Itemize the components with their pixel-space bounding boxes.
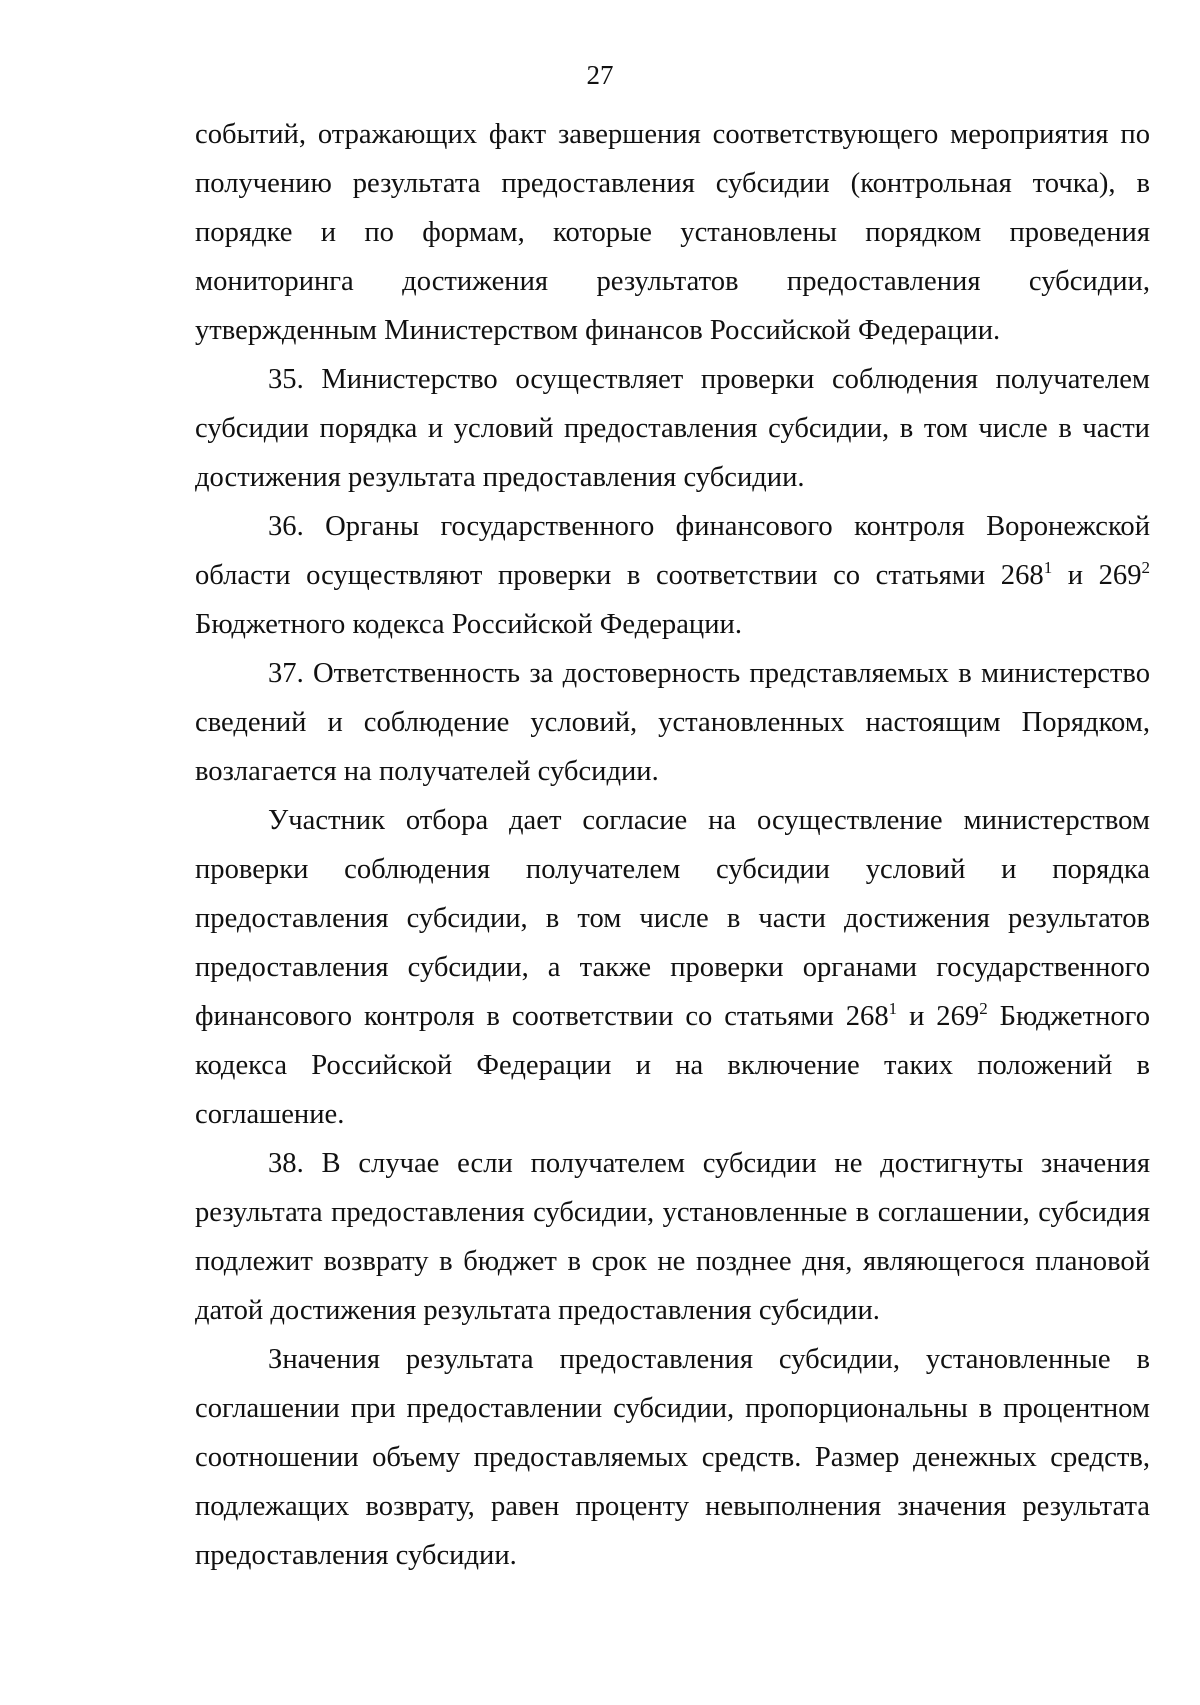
paragraph-36-text-c: Бюджетного кодекса Российской Федерации.	[195, 609, 742, 640]
paragraph-37-consent	[195, 796, 1150, 1139]
paragraph-continuation: событий, отражающих факт завершения соответствующего мероприятия по получению результата предоставления субсидии (контрольная точка), в порядке и по формам, которые установлены порядком проведения мониторинга достижения результатов предоставления субсидии, утвержденным Министерством финансов Российской Федерации.	[195, 119, 1150, 346]
paragraph-37-consent-text-c: Бюджетного кодекса Российской Федерации и на включение таких положений в соглашение.	[195, 1001, 1150, 1130]
paragraph-37-consent-text-b: и 269	[897, 1001, 980, 1032]
paragraph-37-consent-superscript-2: 2	[979, 999, 988, 1018]
paragraph-36-superscript-1: 1	[1043, 558, 1053, 577]
page-number: 27	[586, 60, 614, 90]
paragraph-37-consent-text-a: Участник отбора дает согласие на осуществление министерством проверки соблюдения получателем субсидии условий и порядка предоставления субсидии, в том числе в части достижения результатов предоставления субсидии, а также проверки органами государственного финансового контроля в соответствии со статьями 268	[195, 805, 1150, 1032]
paragraph-38-values: Значения результата предоставления субсидии, установленные в соглашении при предоставлении субсидии, пропорциональны в процентном соотношении объему предоставляемых средств. Размер денежных средств, подлежащих возврату, равен проценту невыполнения значения результата предоставления субсидии.	[195, 1344, 1150, 1571]
paragraph-37: 37. Ответственность за достоверность представляемых в министерство сведений и соблюдение условий, установленных настоящим Порядком, возлагается на получателей субсидии.	[195, 658, 1150, 787]
paragraph-36	[195, 502, 1150, 649]
paragraph-36-text-a: 36. Органы государственного финансового контроля Воронежской области осуществляют проверки в соответствии со статьями 268	[195, 511, 1150, 591]
paragraph-36-text-b: и 269	[1052, 560, 1142, 591]
paragraph-35: 35. Министерство осуществляет проверки соблюдения получателем субсидии порядка и условий предоставления субсидии, в том числе в части достижения результата предоставления субсидии.	[195, 364, 1150, 493]
paragraph-37-consent-superscript-1: 1	[888, 999, 898, 1018]
paragraph-38: 38. В случае если получателем субсидии не достигнуты значения результата предоставления субсидии, установленные в соглашении, субсидия подлежит возврату в бюджет в срок не позднее дня, являющегося плановой датой достижения результата предоставления субсидии.	[195, 1148, 1150, 1326]
document-body	[195, 110, 1150, 1580]
paragraph-36-superscript-2: 2	[1141, 558, 1150, 577]
